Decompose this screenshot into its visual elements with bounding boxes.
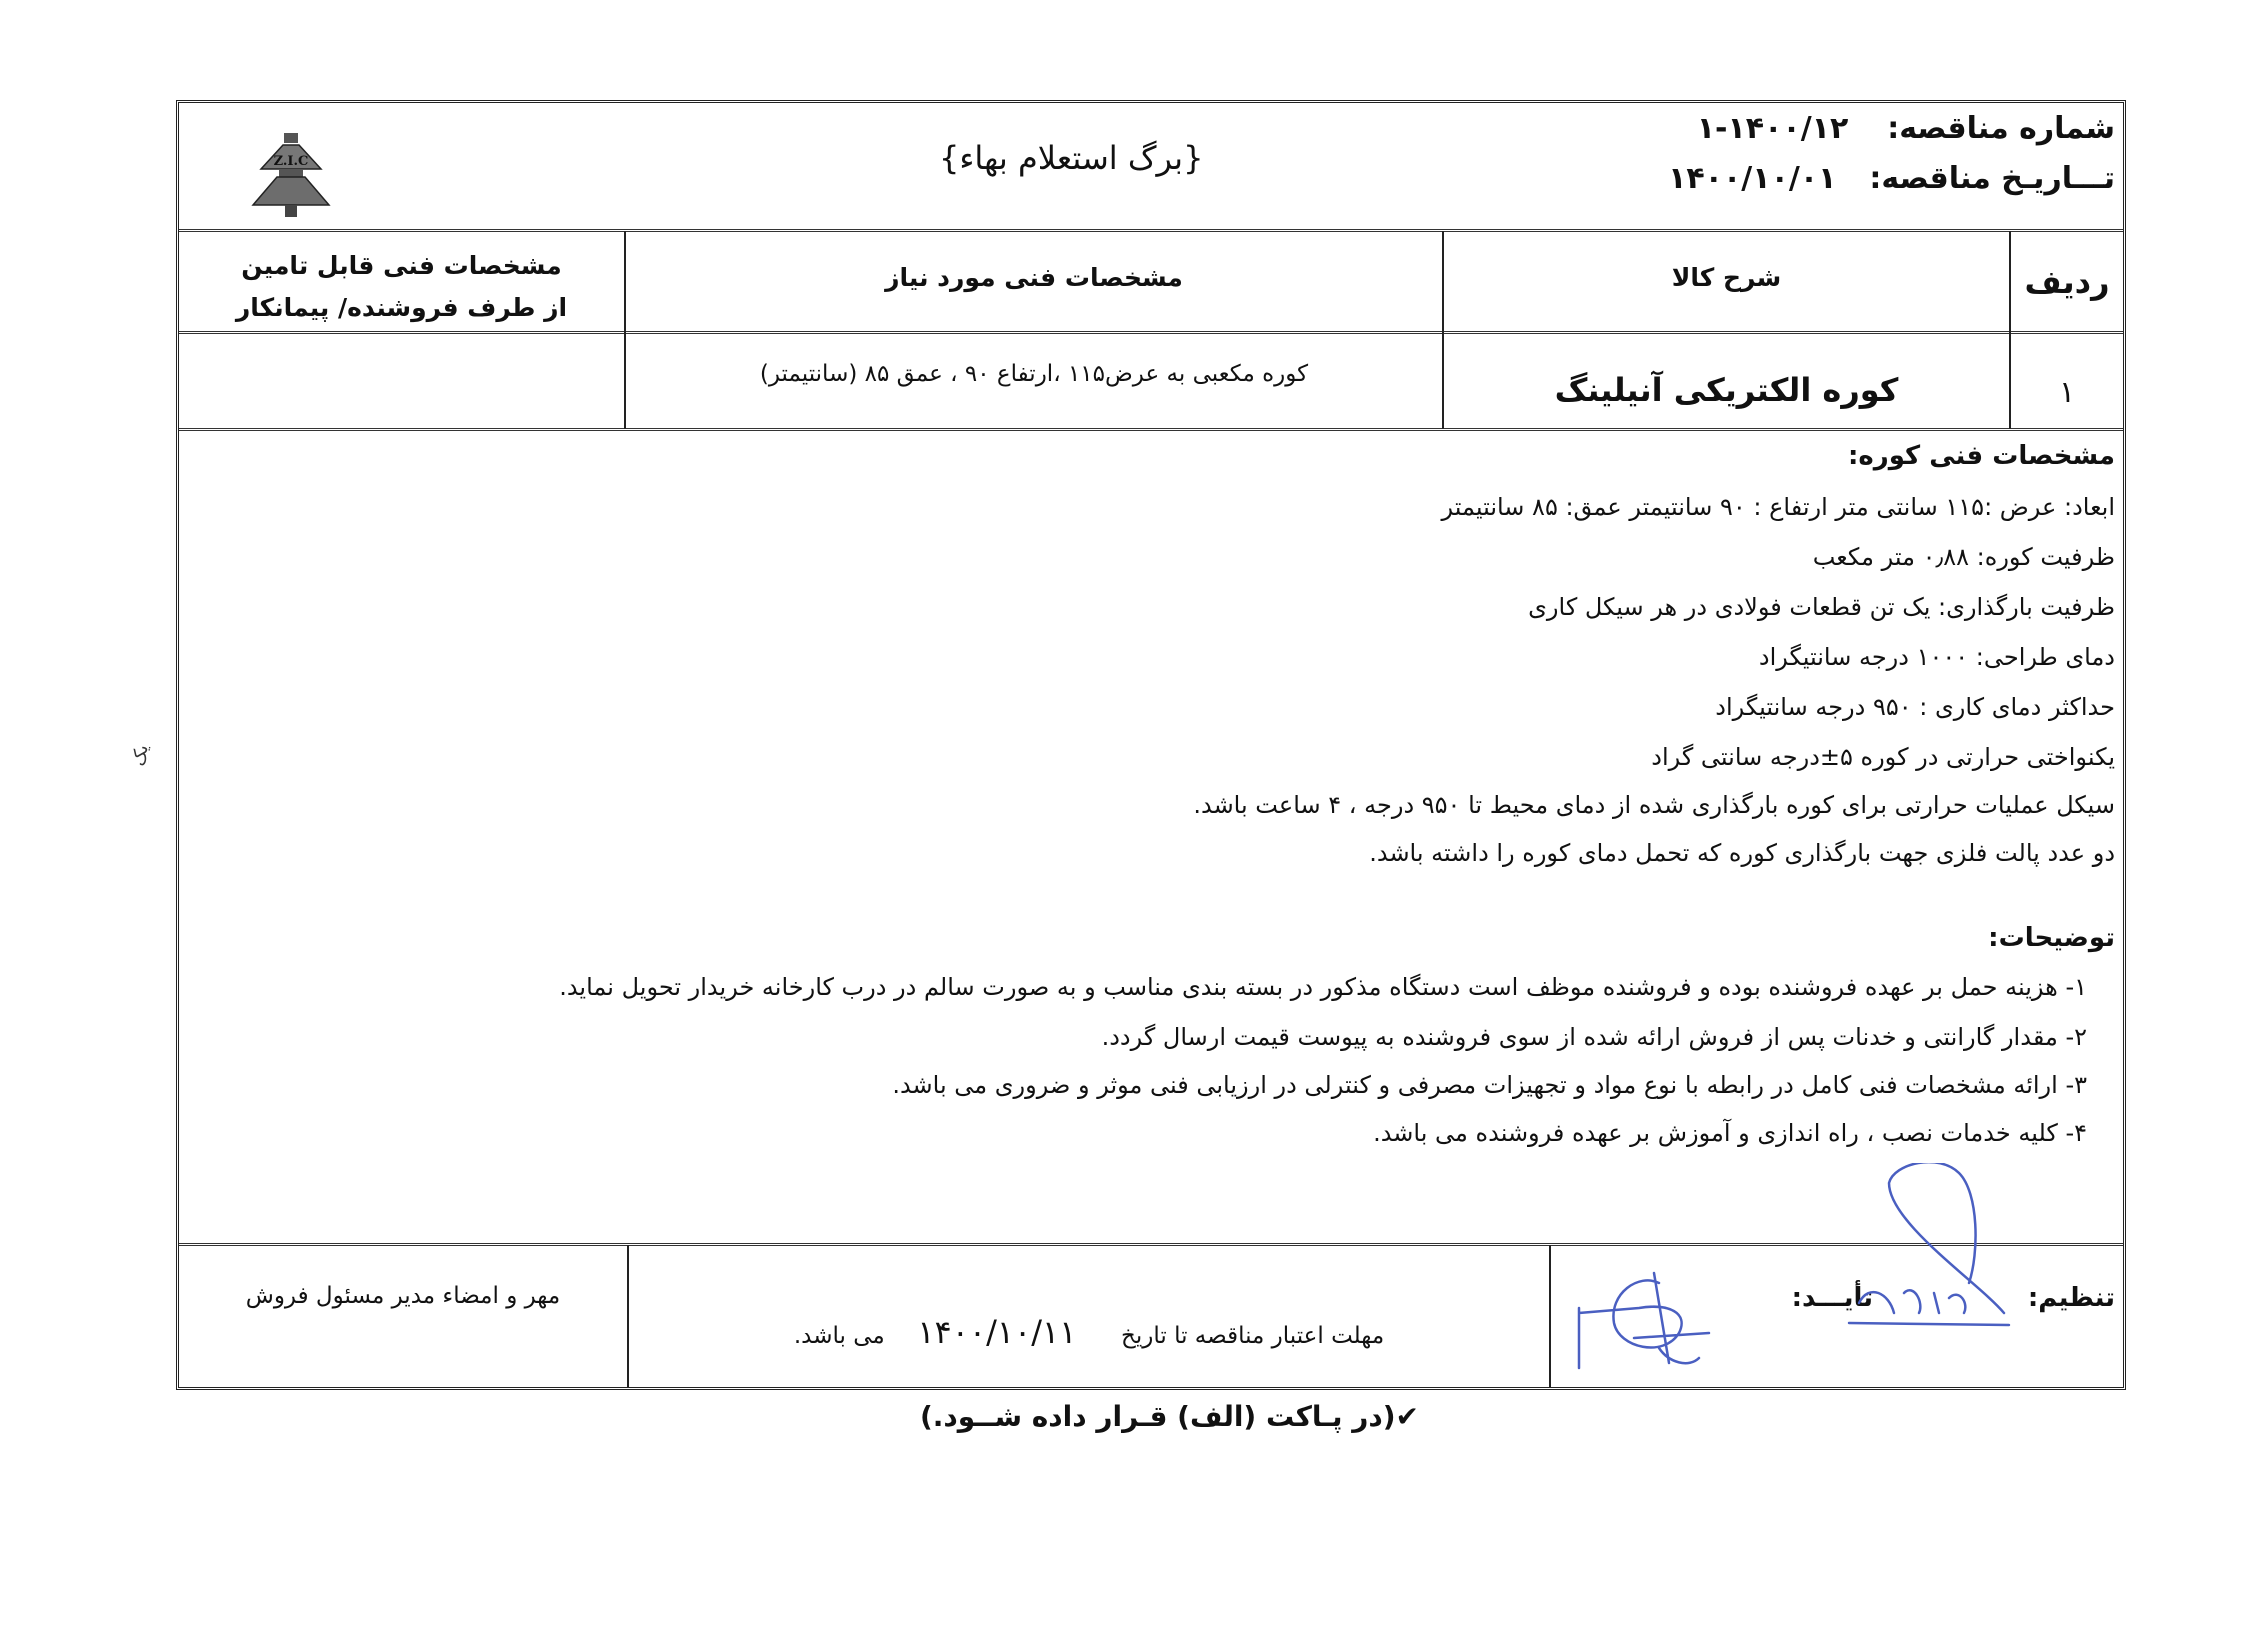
- approved-signature-icon: [1579, 1273, 1709, 1368]
- column-header-row: ردیف: [2024, 263, 2110, 301]
- company-logo: [189, 109, 389, 229]
- cell-item-name: کوره الکتریکی آنیلینگ: [1554, 371, 1899, 409]
- prepared-by-label: تنظیم:: [2027, 1283, 2115, 1313]
- tender-date-value: ۱۴۰۰/۱۰/۰۱: [1668, 161, 1837, 196]
- spec-line-dimensions: ابعاد: عرض :۱۱۵ سانتی متر ارتفاع : ۹۰ سانتیمتر عمق: ۸۵ سانتیمتر: [1441, 493, 2115, 521]
- cell-supplier-specs[interactable]: [179, 361, 624, 421]
- note-item-3: ۳- ارائه مشخصات فنی کامل در رابطه با نوع مواد و تجهیزات مصرفی و کنترلی در ارزیابی فنی موثر و ضروری می باشد.: [892, 1071, 2087, 1099]
- spec-line-capacity: ظرفیت کوره: ۰٫۸۸ متر مکعب: [1812, 543, 2115, 571]
- signatures: [1559, 1163, 2099, 1383]
- spec-line-uniformity: یکنواختی حرارتی در کوره ۵±درجه سانتی گراد: [1651, 743, 2115, 771]
- logo-arc-text: [189, 109, 199, 114]
- cell-row-number: ۱: [2058, 375, 2076, 410]
- table-row-divider: [179, 428, 2123, 431]
- footer-divider-1: [627, 1245, 629, 1387]
- supplier-specs-label-line1: مشخصات فنی قابل تامین: [241, 251, 562, 280]
- note-item-4: ۴- کلیه خدمات نصب ، راه اندازی و آموزش بر عهده فروشنده می باشد.: [1373, 1119, 2087, 1147]
- note-item-2: ۲- مقدار گارانتی و خدنات پس از فروش ارائه شده از سوی فروشنده به پیوست قیمت ارسال گردد.: [1101, 1023, 2087, 1051]
- header-divider: [179, 229, 2123, 232]
- check-mark-icon: ✔: [1395, 1400, 1420, 1433]
- spec-line-max-temp: حداکثر دمای کاری : ۹۵۰ درجه سانتیگراد: [1715, 693, 2115, 721]
- tender-number-label: شماره مناقصه:: [1887, 111, 2115, 146]
- validity-suffix: می باشد.: [793, 1323, 885, 1349]
- column-header-divider: [179, 331, 2123, 334]
- prepared-signature-icon: [1849, 1163, 2009, 1325]
- insulator-emblem-icon: [189, 109, 389, 229]
- footer-divider-2: [1549, 1245, 1551, 1387]
- approved-by-label: تأیـــد:: [1791, 1283, 1873, 1313]
- note-item-1: ۱- هزینه حمل بر عهده فروشنده بوده و فروشنده موظف است دستگاه مذکور در بسته بندی مناسب و به صورت سالم در درب کارخانه خریدار تحویل نماید.: [559, 973, 2087, 1001]
- margin-mark: یک: [128, 743, 153, 768]
- tender-date-label: تـــاریـخ مناقصه:: [1869, 161, 2115, 196]
- col-divider-1: [624, 231, 626, 429]
- svg-text:شرکت مقره سازی مقدم گستر زنجان: [189, 109, 199, 114]
- supplier-specs-label-line2: از طرف فروشنده/ پیمانکار: [235, 293, 568, 322]
- specs-heading: مشخصات فنی کوره:: [1848, 441, 2115, 471]
- page-title: {برگ استعلام بهاء}: [939, 139, 1204, 177]
- spec-line-design-temp: دمای طراحی: ۱۰۰۰ درجه سانتیگراد: [1758, 643, 2115, 671]
- seal-signature-label: مهر و امضاء مدیر مسئول فروش: [245, 1283, 561, 1309]
- column-header-item: شرح کالا: [1671, 263, 1782, 292]
- logo-emblem-text: Z.I.C: [273, 154, 309, 169]
- column-header-supplier-specs: [179, 245, 624, 329]
- form-frame: [176, 100, 2126, 1390]
- tender-number-value: ۱۴۰۰/۱۲-۱: [1696, 111, 1849, 146]
- notes-heading: توضیحات:: [1988, 923, 2115, 953]
- tender-date: [1668, 161, 2115, 196]
- column-header-required-specs: مشخصات فنی مورد نیاز: [885, 263, 1183, 292]
- spec-line-heat-cycle: سیکل عملیات حرارتی برای کوره بارگذاری شده از دمای محیط تا ۹۵۰ درجه ، ۴ ساعت باشد.: [1193, 791, 2115, 819]
- tender-number: [1697, 111, 2115, 146]
- spec-line-pallets: دو عدد پالت فلزی جهت بارگذاری کوره که تحمل دمای کوره را داشته باشد.: [1369, 839, 2115, 867]
- validity-prefix: مهلت اعتبار مناقصه تا تاریخ: [1121, 1323, 1385, 1349]
- bottom-note: [920, 1400, 1419, 1433]
- bottom-note-text: (در پـاکت (الف) قـرار داده شــود.): [920, 1400, 1396, 1433]
- validity-statement: [639, 1313, 1539, 1351]
- spec-line-load-capacity: ظرفیت بارگذاری: یک تن قطعات فولادی در هر سیکل کاری: [1528, 593, 2115, 621]
- validity-date: ۱۴۰۰/۱۰/۱۱: [917, 1313, 1077, 1351]
- cell-required-specs: کوره مکعبی به عرض۱۱۵ ،ارتفاع ۹۰ ، عمق ۸۵ (سانتیمتر): [759, 361, 1309, 387]
